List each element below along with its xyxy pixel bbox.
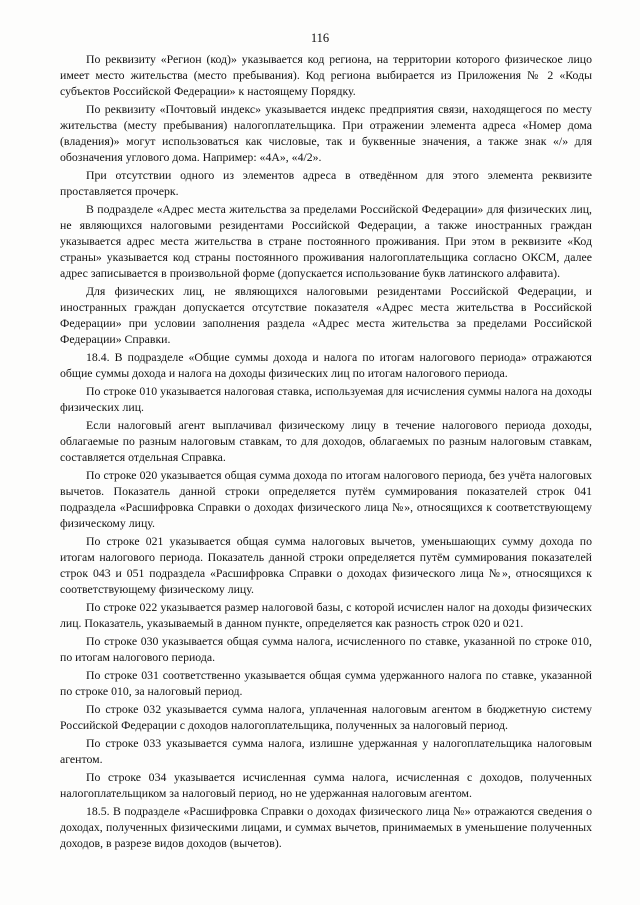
paragraph-foreign-address: В подразделе «Адрес места жительства за пределами Российской Федерации» для физических лиц, не являющихся налоговыми резидентами Российской Федерации, а также иностранных граждан указывается адрес места жительства в стране постоянного проживания. При этом в реквизите «Код страны» указывается код страны постоянного проживания налогоплательщика согласно ОКСМ, далее адрес записывается в произвольной форме (допускается использование букв латинского алфавита). (60, 202, 592, 280)
paragraph-line-032: По строке 032 указывается сумма налога, уплаченная налоговым агентом в бюджетную систему Российской Федерации с доходов налогоплательщика, полученных за налоговый период. (60, 702, 592, 732)
paragraph-region-code: По реквизиту «Регион (код)» указывается код региона, на территории которого физическое лицо имеет место жительства (место пребывания). Код региона выбирается из Приложения № 2 «Коды субъектов Российской Федерации» к настоящему Порядку. (60, 52, 592, 98)
paragraph-line-020: По строке 020 указывается общая сумма дохода по итогам налогового периода, без учёта налоговых вычетов. Показатель данной строки определяется путём суммирования показателей строк 041 подраздела «Расшифровка Справки о доходах физического лица №», относящихся к соответствующему физическому лицу. (60, 468, 592, 530)
paragraph-line-030: По строке 030 указывается общая сумма налога, исчисленного по ставке, указанной по строке 010, по итогам налогового периода. (60, 634, 592, 664)
paragraph-line-031: По строке 031 соответственно указывается общая сумма удержанного налога по ставке, указанной по строке 010, за налоговый период. (60, 668, 592, 698)
paragraph-nonresident-address: Для физических лиц, не являющихся налоговыми резидентами Российской Федерации, и иностранных граждан допускается отсутствие показателя «Адрес места жительства в Российской Федерации» при условии заполнения раздела «Адрес места жительства за пределами Российской Федерации» Справки. (60, 284, 592, 346)
paragraph-missing-address-element: При отсутствии одного из элементов адреса в отведённом для этого элемента реквизите проставляется прочерк. (60, 168, 592, 198)
paragraph-line-021: По строке 021 указывается общая сумма налоговых вычетов, уменьшающих сумму дохода по итогам налогового периода. Показатель данной строки определяется путём суммирования показателей строк 043 и 051 подраздела «Расшифровка Справки о доходах физического лица №», относящихся к соответствующему физическому лицу. (60, 534, 592, 596)
paragraph-separate-certificate: Если налоговый агент выплачивал физическому лицу в течение налогового периода доходы, облагаемые по разным налоговым ставкам, то для доходов, облагаемых по разным налоговым ставкам, составляется отдельная Справка. (60, 418, 592, 464)
paragraph-postal-index: По реквизиту «Почтовый индекс» указывается индекс предприятия связи, находящегося по месту жительства (месту пребывания) налогоплательщика. При отражении элемента адреса «Номер дома (владения)» могут использоваться как числовые, так и буквенные значения, а также знак «/» для обозначения углового дома. Например: «4А», «4/2». (60, 102, 592, 164)
paragraph-section-18-4: 18.4. В подразделе «Общие суммы дохода и налога по итогам налогового периода» отражаются общие суммы дохода и налога на доходы физических лиц по итогам налогового периода. (60, 350, 592, 380)
document-body (60, 51, 592, 853)
paragraph-section-18-5: 18.5. В подразделе «Расшифровка Справки о доходах физического лица №» отражаются сведения о доходах, полученных физическими лицами, и суммах вычетов, принимаемых в уменьшение полученных доходов, в разрезе видов доходов (вычетов). (60, 804, 592, 850)
paragraph-line-034: По строке 034 указывается исчисленная сумма налога, исчисленная с доходов, полученных налогоплательщиком за налоговый период, но не удержанная налоговым агентом. (60, 770, 592, 800)
page-number: 116 (310, 31, 330, 45)
paragraph-line-022: По строке 022 указывается размер налоговой базы, с которой исчислен налог на доходы физических лиц. Показатель, указываемый в данном пункте, определяется как разность строк 020 и 021. (60, 600, 592, 630)
paragraph-line-010: По строке 010 указывается налоговая ставка, используемая для исчисления суммы налога на доходы физических лиц. (60, 384, 592, 414)
paragraph-line-033: По строке 033 указывается сумма налога, излишне удержанная у налогоплательщика налоговым агентом. (60, 736, 592, 766)
